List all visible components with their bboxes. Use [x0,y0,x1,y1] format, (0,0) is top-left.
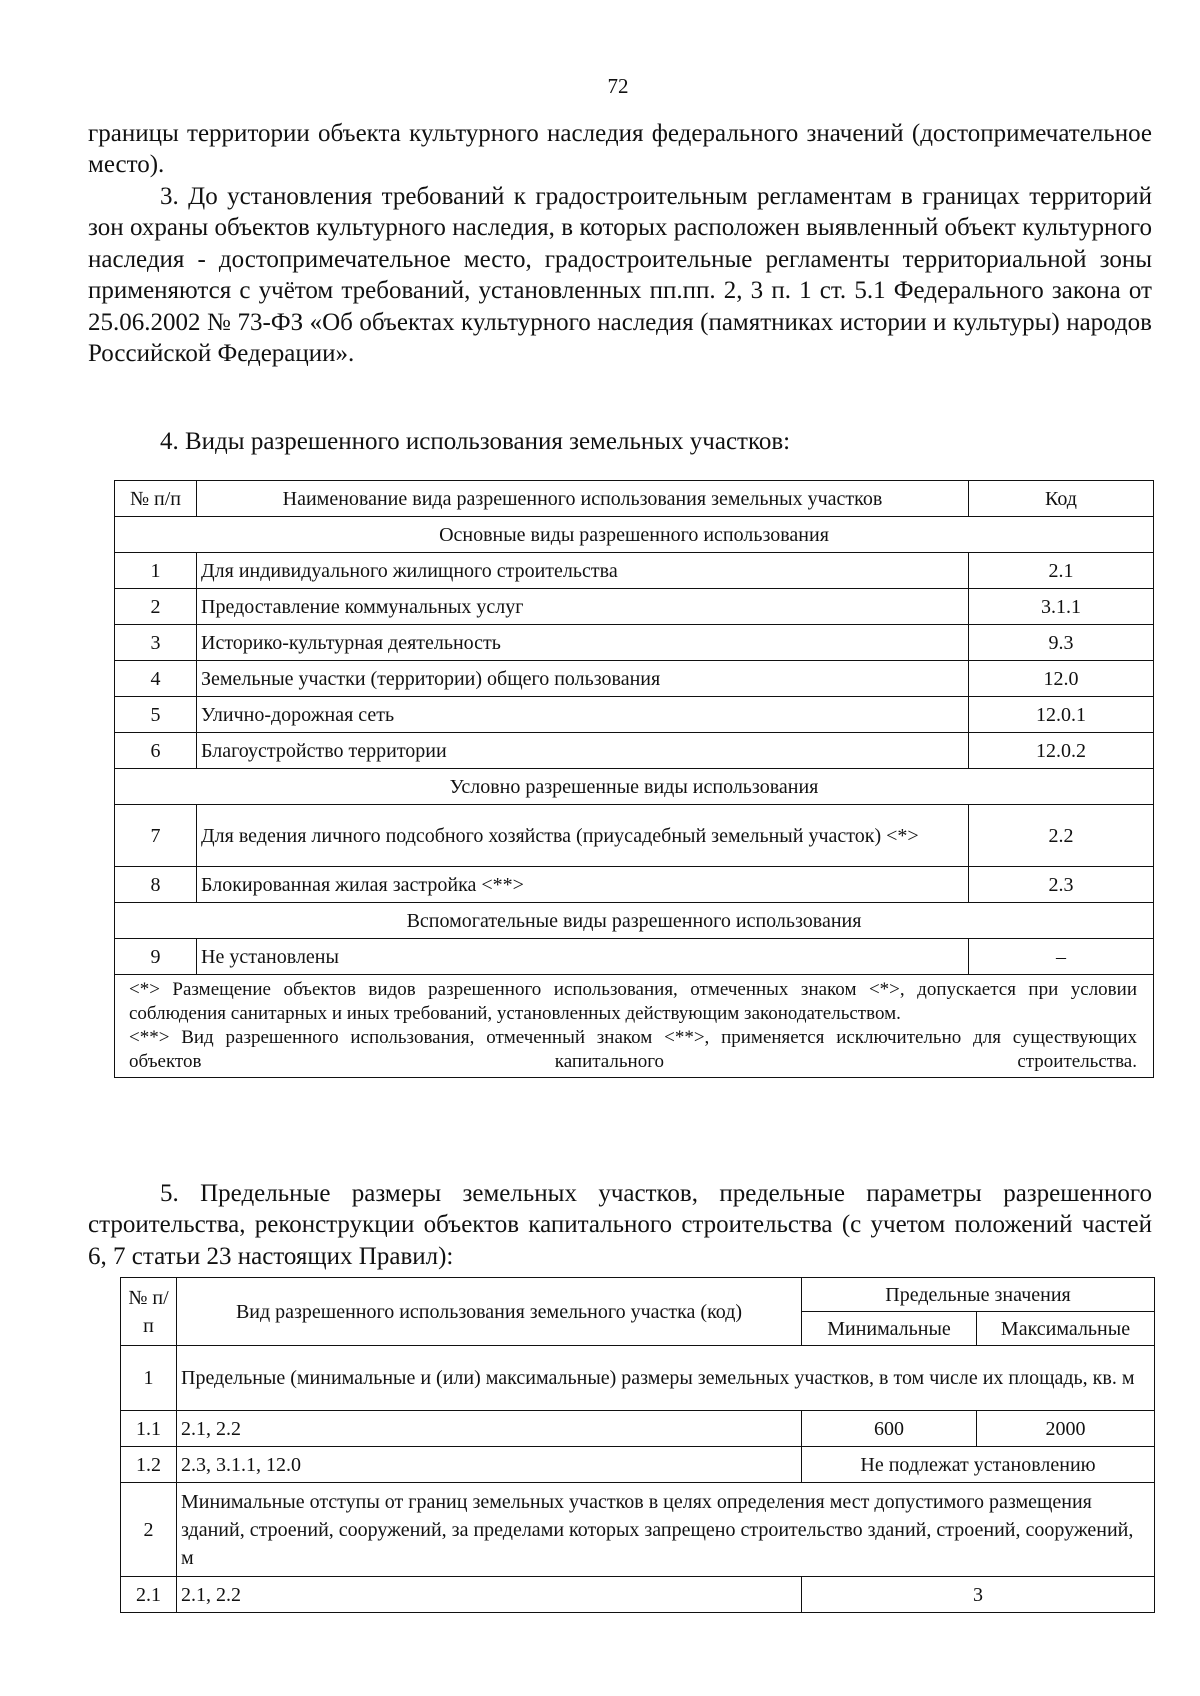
table-row [115,589,1154,625]
row-number: 4 [115,661,197,697]
header-code: Код [969,481,1154,517]
land-use-table [114,480,1154,1078]
row-number: 1 [121,1346,177,1411]
row-use-name: Для ведения личного подсобного хозяйства (приусадебный земельный участок) <*> [197,805,969,867]
row-use-name: Не установлены [197,939,969,975]
row-code: 3.1.1 [969,589,1154,625]
row-code: 12.0.1 [969,697,1154,733]
row-codes: 2.1, 2.2 [177,1411,802,1447]
table-row [121,1577,1155,1613]
section-title: Основные виды разрешенного использования [115,517,1154,553]
footnote-2: <**> Вид разрешенного использования, отмеченный знаком <**>, применяется исключительно для существующих объектов капитального строительства. [129,1027,1137,1072]
notes-row [115,975,1154,1078]
row-number: 1 [115,553,197,589]
row-value: Не подлежат установлению [802,1447,1155,1483]
row-code: 2.1 [969,553,1154,589]
row-use-name: Предоставление коммунальных услуг [197,589,969,625]
header-use-kind: Вид разрешенного использования земельного участка (код) [177,1278,802,1346]
row-code: – [969,939,1154,975]
table-row [121,1411,1155,1447]
section-title: Вспомогательные виды разрешенного использования [115,903,1154,939]
row-minimum: 600 [802,1411,977,1447]
section-header-row [115,517,1154,553]
row-description: Предельные (минимальные и (или) максимальные) размеры земельных участков, в том числе их площадь, кв. м [177,1346,1155,1411]
table-row [115,661,1154,697]
table-row [115,733,1154,769]
table-row [115,939,1154,975]
paragraph-3: 3. До установления требований к градостроительным регламентам в границах территорий зон охраны объектов культурного наследия, в которых расположен выявленный объект культурного наследия - достопримечательное место, градостроительные регламенты территориальной зоны применяются с учётом требований, установленных пп.пп. 2, 3 п. 1 ст. 5.1 Федерального закона от 25.06.2002 № 73-ФЗ «Об объектах культурного наследия (памятниках истории и культуры) народов Российской Федерации». [88,183,1152,368]
table-header-row [121,1278,1155,1312]
row-use-name: Благоустройство территории [197,733,969,769]
header-maximum: Максимальные [977,1312,1155,1346]
footnote-1: <*> Размещение объектов видов разрешенного использования, отмеченных знаком <*>, допускается при условии соблюдения санитарных и иных требований, установленных действующим законодательством. [129,979,1137,1024]
page-number: 72 [607,74,629,98]
row-maximum: 2000 [977,1411,1155,1447]
row-codes: 2.1, 2.2 [177,1577,802,1613]
header-number: № п/п [115,481,197,517]
header-limit-values: Предельные значения [802,1278,1155,1312]
table-row [121,1483,1155,1577]
row-use-name: Земельные участки (территории) общего пользования [197,661,969,697]
table-row [121,1346,1155,1411]
header-number: № п/п [121,1278,177,1346]
header-use-name: Наименование вида разрешенного использования земельных участков [197,481,969,517]
row-code: 12.0.2 [969,733,1154,769]
row-number: 9 [115,939,197,975]
table-row [115,625,1154,661]
row-number: 6 [115,733,197,769]
table-row [115,867,1154,903]
row-use-name: Блокированная жилая застройка <**> [197,867,969,903]
section-header-row [115,769,1154,805]
table-row [115,805,1154,867]
table-row [121,1447,1155,1483]
row-number: 1.2 [121,1447,177,1483]
table-row [115,553,1154,589]
row-description: Минимальные отступы от границ земельных участков в целях определения мест допустимого размещения зданий, строений, сооружений, за пределами которых запрещено строительство зданий, строений, сооружений, м [177,1483,1155,1577]
row-use-name: Для индивидуального жилищного строительства [197,553,969,589]
header-minimum: Минимальные [802,1312,977,1346]
row-code: 9.3 [969,625,1154,661]
paragraph-4: 4. Виды разрешенного использования земельных участков: [160,428,791,455]
row-value: 3 [802,1577,1155,1613]
paragraph-5: 5. Предельные размеры земельных участков, предельные параметры разрешенного строительства, реконструкции объектов капитального строительства (с учетом положений частей 6, 7 статьи 23 настоящих Правил): [88,1180,1152,1270]
row-number: 5 [115,697,197,733]
row-number: 2.1 [121,1577,177,1613]
row-number: 8 [115,867,197,903]
table-header-row [115,481,1154,517]
section-header-row [115,903,1154,939]
row-number: 1.1 [121,1411,177,1447]
footnotes [115,975,1154,1078]
section-title: Условно разрешенные виды использования [115,769,1154,805]
row-number: 2 [115,589,197,625]
row-code: 2.3 [969,867,1154,903]
row-code: 2.2 [969,805,1154,867]
limits-table [120,1277,1155,1613]
row-use-name: Историко-культурная деятельность [197,625,969,661]
row-number: 7 [115,805,197,867]
intro-paragraph: границы территории объекта культурного наследия федерального значений (достопримечательное место). [88,120,1152,179]
row-number: 2 [121,1483,177,1577]
row-codes: 2.3, 3.1.1, 12.0 [177,1447,802,1483]
row-code: 12.0 [969,661,1154,697]
row-use-name: Улично-дорожная сеть [197,697,969,733]
row-number: 3 [115,625,197,661]
table-row [115,697,1154,733]
